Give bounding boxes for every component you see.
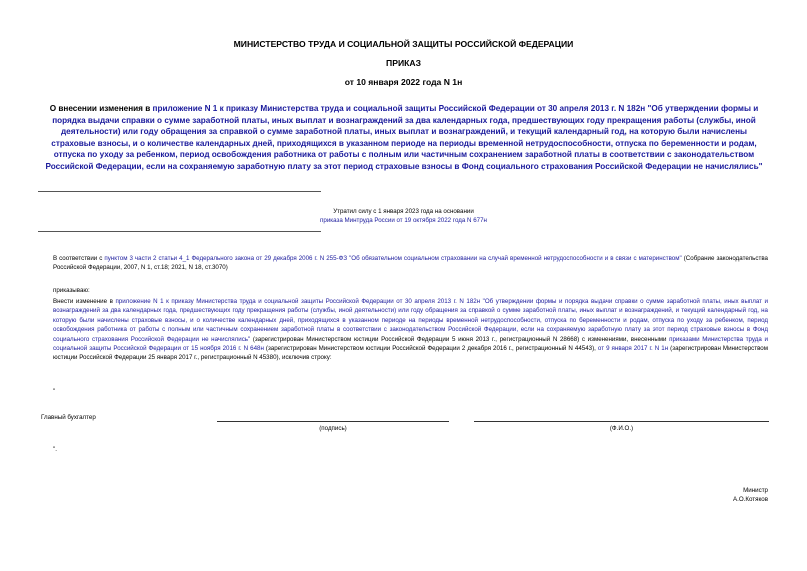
document-type: ПРИКАЗ [386, 58, 421, 68]
status-note [0, 208, 807, 225]
quote-close: ". [53, 446, 57, 453]
document-date-number: от 10 января 2022 года N 1н [344, 77, 463, 87]
body-link-appendix[interactable]: приложение N 1 к приказу Министерства труда и социальной защиты Российской Федерации от 30 апреля 2013 г. N 182н "Об утверждении формы и порядка выдачи справки о сумме заработной платы, иных выплат и вознаграждений за два календарных года, предшествующих году прекращения работы (службы, иной деятельности) или году обращения за справкой о сумме заработной платы, иных выплат и вознаграждений, и текущий календарный год, на которую были начислены страховые взносы, и о количестве календарных дней, приходящихся в указанном периоде на периоды временной нетрудоспособности, отпуска по беременности и родам, отпуска по уходу за ребенком, период освобождения работника от работы с полным или частичным сохранением заработной платы в соответствии с законодательством Российской Федерации, если на сохраняемую заработную плату за этот период страховые взносы в Фонд социального страхования Российской Федерации не начислялись" [53, 298, 769, 343]
order-word: приказываю: [53, 287, 90, 294]
name-line [474, 421, 769, 422]
preamble-paragraph [53, 254, 768, 273]
document-title [38, 103, 770, 173]
body-paragraph [53, 297, 768, 363]
body-text-4: (зарегистрирован Министерством юстиции Российской Федерации 25 января 2017 г., регистрационный N 45380), исключив строку: [53, 345, 768, 362]
divider-top [38, 191, 321, 192]
preamble-source: (Собрание законодательства Российской Федерации, 2007, N 1, ст.18; 2021, N 18, ст.3070) [53, 255, 768, 272]
signature-line [217, 421, 449, 422]
signature-caption: (подпись) [319, 425, 347, 432]
status-link[interactable]: приказа Минтруда России от 19 октября 2022 года N 677н [320, 216, 487, 224]
body-text-1: Внести изменение в [53, 298, 116, 305]
minister-signature [600, 487, 768, 504]
title-link[interactable]: приложение N 1 к приказу Министерства труда и социальной защиты Российской Федерации от 30 апреля 2013 г. N 182н "Об утверждении формы и порядка выдачи справки о сумме заработной платы, иных выплат и вознаграждений за два календарных года, предшествующих году прекращения работы (службы, иной деятельности) или году обращения за справкой о сумме заработной платы, иных выплат и вознаграждений, и текущий календарный год, на которую были начислены страховые взносы, и о количестве календарных дней, приходящихся в указанном периоде на периоды временной нетрудоспособности, отпуска по беременности и родам, отпуска по уходу за ребенком, период освобождения работника от работы с полным или частичным сохранением заработной платы в соответствии с законодательством Российской Федерации, если на сохраняемую заработную плату за этот период страховые взносы в Фонд социального страхования Российской Федерации не начислялись" [45, 104, 763, 171]
body-link-orders[interactable]: приказами Министерства труда и социальной защиты Российской Федерации от 15 ноября 2016 г. N 648н [53, 335, 768, 353]
preamble-text: В соответствии с [53, 255, 105, 262]
body-text-2: (зарегистрирован Министерством юстиции Российской Федерации 5 июня 2013 г., регистрационный N 28668) с изменениями, внесенными [250, 335, 670, 343]
minister-title: Министр [743, 487, 768, 494]
ministry-name: МИНИСТЕРСТВО ТРУДА И СОЦИАЛЬНОЙ ЗАЩИТЫ РОССИЙСКОЙ ФЕДЕРАЦИИ [233, 39, 574, 49]
quote-open: " [53, 388, 56, 395]
divider-bottom [38, 231, 321, 232]
name-caption: (Ф.И.О.) [609, 425, 634, 432]
chief-accountant-label: Главный бухгалтер [41, 414, 96, 421]
preamble-law-link[interactable]: пунктом 3 части 2 статьи 4_1 Федерального закона от 29 декабря 2006 г. N 255-ФЗ "Об обязательном социальном страховании на случай временной нетрудоспособности и в связи с материнством" [104, 255, 682, 262]
title-text: О внесении изменения в [49, 104, 153, 113]
body-text-3: (зарегистрирован Министерством юстиции Российской Федерации 2 декабря 2016 г., регистрационный N 44543), [263, 345, 598, 353]
minister-name: А.О.Котяков [733, 495, 768, 503]
status-line: Утратил силу с 1 января 2023 года на основании [333, 208, 474, 215]
body-link-order-2017[interactable]: от 9 января 2017 г. N 1н [597, 345, 669, 353]
